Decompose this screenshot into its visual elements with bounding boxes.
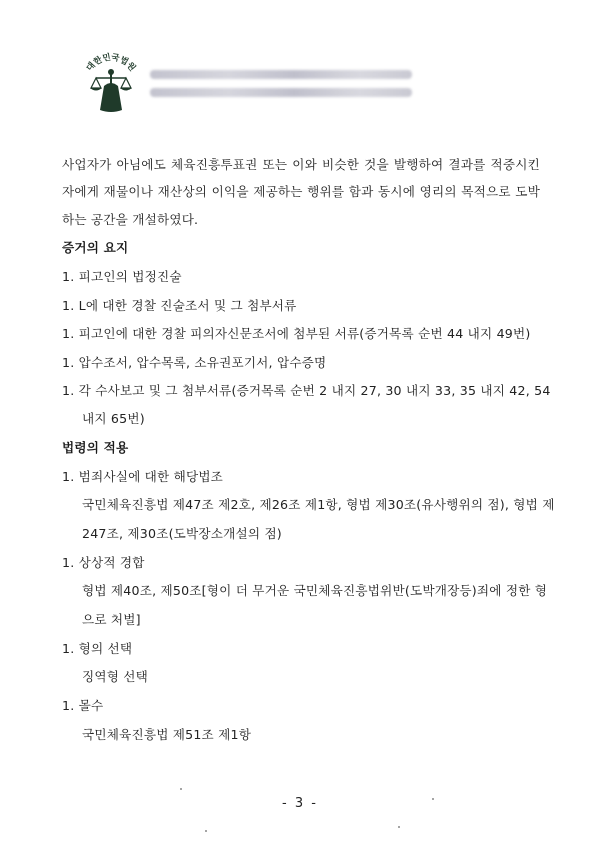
law-item: 1. 형의 선택 xyxy=(62,641,133,656)
evidence-item: 1. 각 수사보고 및 그 첨부서류(증거목록 순번 2 내지 27, 30 내지 33, 35 내지 42, 54 xyxy=(62,383,551,398)
section-heading-law: 법령의 적용 xyxy=(62,440,129,455)
law-item-detail: 형법 제40조, 제50조[형이 더 무거운 국민체육진흥법위반(도박개장등)죄에 정한 형 xyxy=(82,583,548,598)
law-item-detail: 징역형 선택 xyxy=(82,669,149,684)
evidence-item: 1. L에 대한 경찰 진술조서 및 그 첨부서류 xyxy=(62,298,297,313)
law-item: 1. 상상적 경합 xyxy=(62,555,145,570)
law-item-detail: 국민체육진흥법 제47조 제2호, 제26조 제1항, 형법 제30조(유사행위의 점), 형법 제 xyxy=(82,497,555,512)
paragraph-line: 자에게 재물이나 재산상의 이익을 제공하는 행위를 함과 동시에 영리의 목적으로 도박 xyxy=(62,184,540,199)
redacted-header-line xyxy=(150,88,412,97)
page-number: - 3 - xyxy=(282,796,318,811)
evidence-item: 1. 압수조서, 압수목록, 소유권포기서, 압수증명 xyxy=(62,355,327,370)
evidence-item: 1. 피고인에 대한 경찰 피의자신문조서에 첨부된 서류(증거목록 순번 44 내지 49번) xyxy=(62,326,531,341)
scan-speck xyxy=(180,788,182,790)
scan-speck xyxy=(205,830,207,832)
law-item-detail: 으로 처벌] xyxy=(82,612,141,627)
law-item: 1. 몰수 xyxy=(62,698,104,713)
redacted-header-line xyxy=(150,70,412,79)
evidence-item: 1. 피고인의 법정진술 xyxy=(62,269,182,284)
paragraph-line: 사업자가 아님에도 체육진흥투표권 또는 이와 비슷한 것을 발행하여 결과를 적중시킨 xyxy=(62,157,540,172)
section-heading-evidence: 증거의 요지 xyxy=(62,240,129,255)
paragraph-line: 하는 공간을 개설하였다. xyxy=(62,212,199,227)
law-item: 1. 범죄사실에 대한 해당법조 xyxy=(62,469,224,484)
law-item-detail: 국민체육진흥법 제51조 제1항 xyxy=(82,727,252,742)
scan-speck xyxy=(398,826,400,828)
evidence-item-continuation: 내지 65번) xyxy=(82,411,145,426)
scan-speck xyxy=(432,798,434,800)
seal-text: 대한민국법원 xyxy=(84,52,138,74)
law-item-detail: 247조, 제30조(도박장소개설의 점) xyxy=(82,526,282,541)
court-justice-seal-icon xyxy=(78,50,144,116)
